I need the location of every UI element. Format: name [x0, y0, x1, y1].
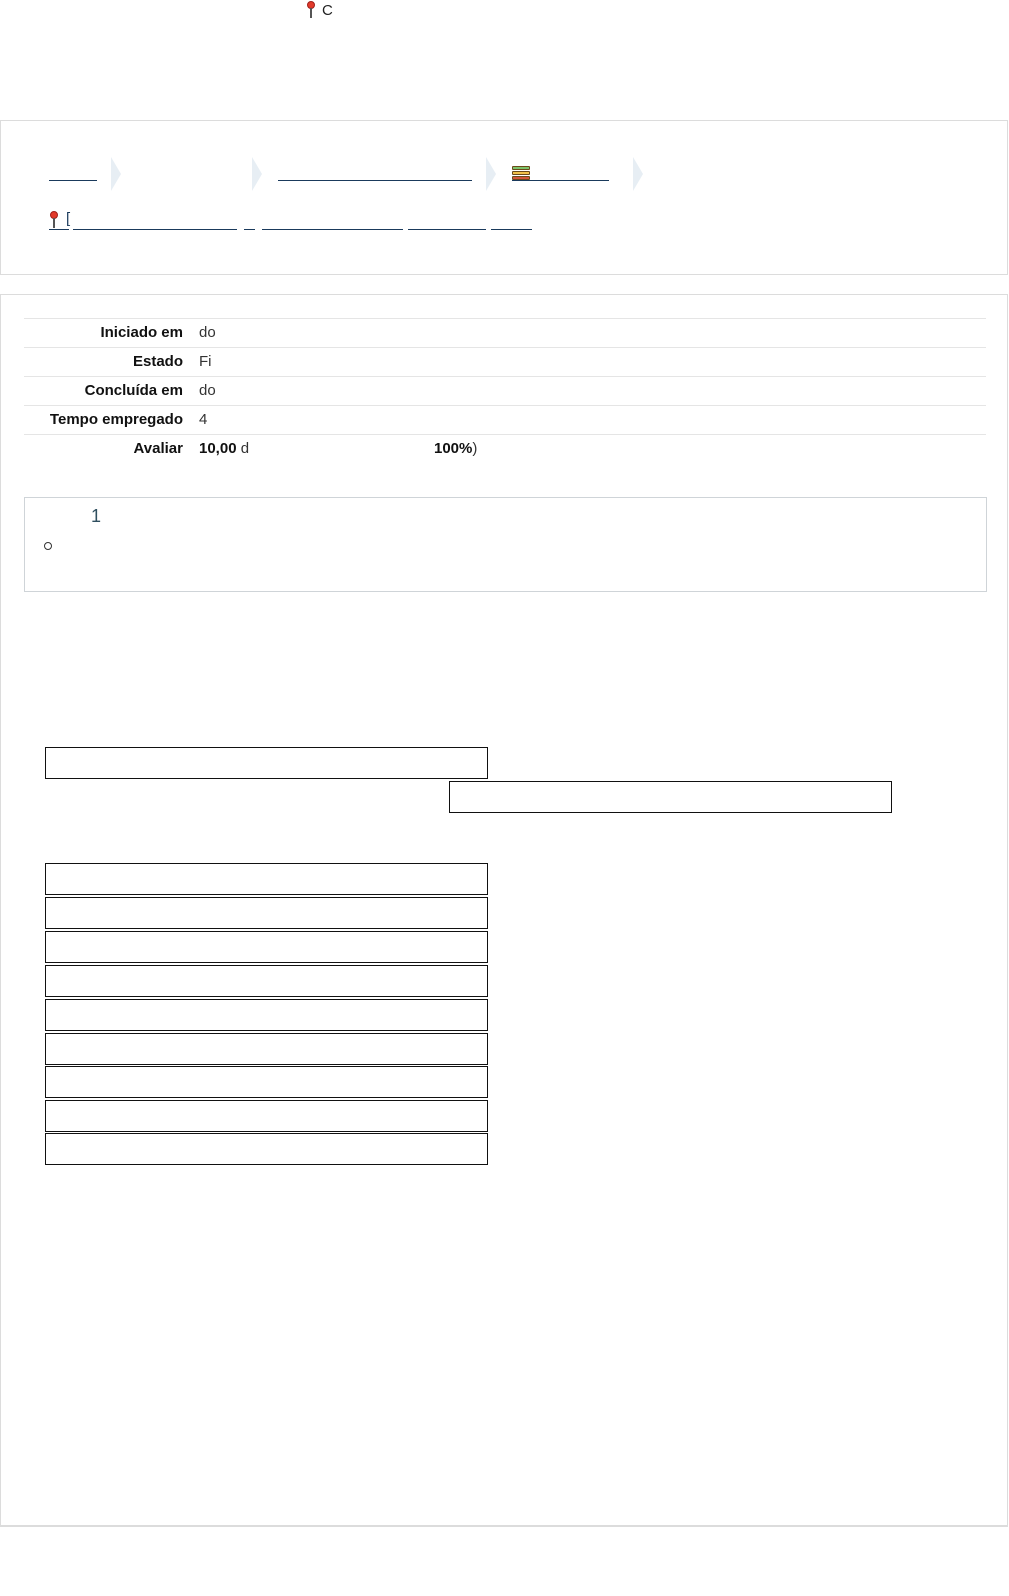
summary-value	[183, 435, 483, 463]
grade-close: )	[472, 440, 478, 457]
answer-field[interactable]	[45, 1033, 488, 1065]
summary-key: Avaliar	[133, 440, 183, 457]
answer-field[interactable]	[45, 1100, 488, 1132]
answer-field[interactable]	[45, 1133, 488, 1165]
path-underline	[491, 229, 532, 230]
chevron-right-icon	[633, 157, 643, 191]
summary-value: do	[199, 382, 216, 399]
path-prefix: [	[66, 210, 71, 227]
top-note-text: C	[322, 1, 333, 19]
top-note	[306, 0, 333, 20]
answer-field[interactable]	[45, 965, 488, 997]
question-info-box	[24, 497, 987, 592]
path-underline	[73, 229, 237, 230]
summary-value: Fi	[199, 353, 212, 370]
attempt-summary-table	[24, 318, 986, 463]
quiz-review-card	[0, 294, 1008, 1526]
answer-field[interactable]	[45, 897, 488, 929]
summary-value: do	[199, 324, 216, 341]
answer-field[interactable]	[449, 781, 892, 813]
pinned-path-link[interactable]	[49, 209, 569, 233]
navigation-card	[0, 120, 1008, 275]
path-underline	[49, 229, 69, 230]
question-number: 1	[91, 506, 102, 526]
summary-row-grade	[24, 434, 986, 463]
grade-percent: 100%	[434, 440, 473, 457]
grade-percent-wrap	[434, 437, 477, 461]
radio-button[interactable]	[44, 542, 52, 550]
pushpin-icon	[306, 1, 316, 19]
summary-key: Estado	[132, 353, 183, 370]
chevron-right-icon	[252, 157, 262, 191]
summary-value: 4	[199, 411, 208, 428]
answer-field[interactable]	[45, 999, 488, 1031]
answer-field[interactable]	[45, 1066, 488, 1098]
breadcrumb-item-2	[129, 157, 244, 191]
summary-row-completed	[24, 376, 986, 405]
chevron-right-icon	[486, 157, 496, 191]
answer-field[interactable]	[45, 863, 488, 895]
breadcrumb	[49, 157, 669, 191]
summary-key: Iniciado em	[100, 324, 183, 341]
summary-row-started	[24, 318, 986, 347]
summary-key: Tempo empregado	[49, 411, 183, 428]
grade-mid: d	[240, 440, 250, 457]
summary-key: Concluída em	[84, 382, 183, 399]
summary-row-time	[24, 405, 986, 434]
footer-card	[0, 1526, 1008, 1596]
breadcrumb-item-quiz[interactable]	[512, 157, 609, 191]
answer-field[interactable]	[45, 747, 488, 779]
breadcrumb-item-course[interactable]	[278, 157, 472, 191]
book-stack-icon	[512, 166, 530, 181]
pushpin-icon	[49, 211, 59, 229]
path-underline	[262, 229, 403, 230]
path-underline	[244, 229, 255, 230]
path-underline	[408, 229, 486, 230]
chevron-right-icon	[111, 157, 121, 191]
breadcrumb-item-home[interactable]	[49, 157, 97, 191]
summary-row-state	[24, 347, 986, 376]
grade-score: 10,00	[199, 440, 237, 457]
answer-field[interactable]	[45, 931, 488, 963]
